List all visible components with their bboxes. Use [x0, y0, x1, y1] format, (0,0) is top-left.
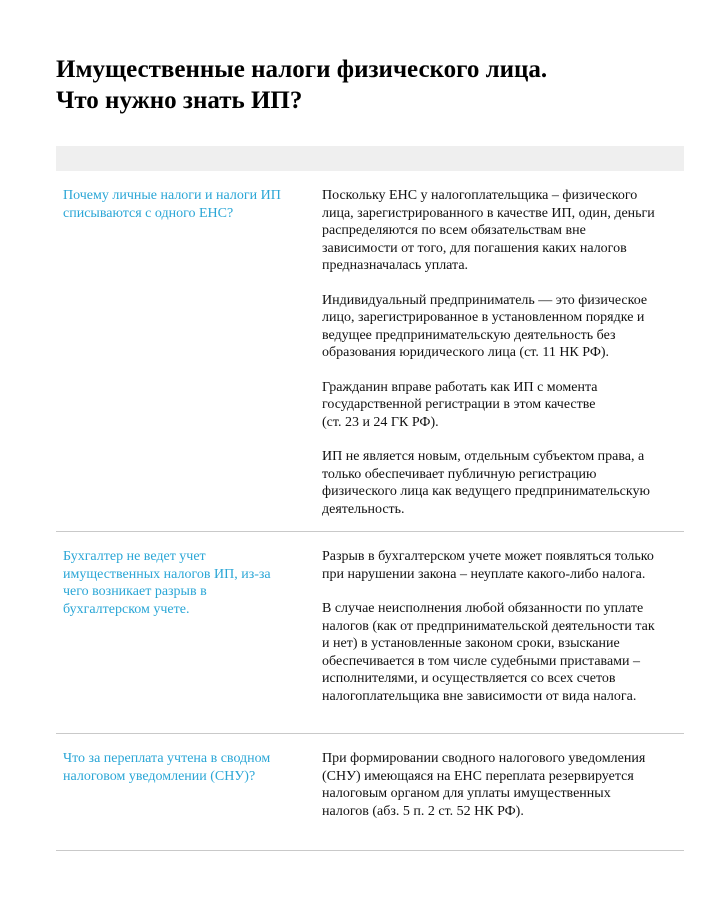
- answer-line: Поскольку ЕНС у налогоплательщика – физического: [322, 188, 638, 203]
- answer-line: зависимости от того, для погашения каких налогов: [322, 240, 627, 256]
- row-divider: [56, 733, 684, 734]
- answer-line: распределяются по всем обязательствам вне: [322, 223, 586, 238]
- faq-row-1: [56, 185, 684, 532]
- faq-answer-3: [322, 750, 684, 837]
- question-line: налоговом уведомлении (СНУ)?: [63, 768, 256, 784]
- table-header-bar: [56, 146, 684, 171]
- answer-line: лица, зарегистрированного в качестве ИП, один, деньги: [322, 205, 655, 221]
- answer-line: деятельность.: [322, 501, 405, 517]
- question-line: списываются с одного ЕНС?: [63, 205, 234, 221]
- answer-line: только обеспечивает публичную регистрацию: [322, 466, 597, 482]
- answer-line: государственной регистрации в этом качестве: [322, 397, 596, 412]
- answer-line: При формировании сводного налогового уведомления: [322, 751, 646, 766]
- answer-line: налогов (абз. 5 п. 2 ст. 52 НК РФ).: [322, 803, 524, 819]
- answer-paragraph: [322, 448, 684, 518]
- answer-line: налогоплательщика вне зависимости от вида налога.: [322, 688, 637, 704]
- answer-paragraph: [322, 600, 684, 705]
- answer-line: исполнителями, и осуществляется со всех счетов: [322, 671, 616, 686]
- page-title: [56, 54, 676, 116]
- answer-paragraph: [322, 379, 684, 432]
- faq-row-2: [56, 547, 684, 734]
- page-title-line-2: Что нужно знать ИП?: [56, 87, 303, 114]
- row-divider: [56, 531, 684, 532]
- question-line: Почему личные налоги и налоги ИП: [63, 188, 281, 203]
- answer-line: Гражданин вправе работать как ИП с момента: [322, 379, 598, 395]
- answer-line: налоговым органом для уплаты имущественных: [322, 786, 611, 801]
- row-divider: [56, 850, 684, 851]
- faq-question-2: [63, 548, 301, 618]
- faq-answer-2: [322, 548, 684, 722]
- answer-line: физического лица как ведущего предпринимательскую: [322, 484, 650, 499]
- answer-line: и нет) в установленные законом сроки, взыскание: [322, 636, 620, 651]
- answer-line: Разрыв в бухгалтерском учете может появляться только: [322, 549, 654, 564]
- page-title-line-1: Имущественные налоги физического лица.: [56, 56, 548, 83]
- answer-line: налогов (как от предпринимательской деятельности так: [322, 618, 655, 634]
- answer-paragraph: [322, 292, 684, 362]
- answer-paragraph: [322, 750, 684, 820]
- faq-question-1: [63, 187, 301, 222]
- answer-line: ИП не является новым, отдельным субъектом права, а: [322, 449, 645, 464]
- faq-question-3: [63, 750, 301, 785]
- answer-line: В случае неисполнения любой обязанности по уплате: [322, 601, 644, 616]
- answer-line: (СНУ) имеющаяся на ЕНС переплата резервируется: [322, 768, 634, 784]
- answer-line: обеспечивается в том числе судебными приставами –: [322, 653, 641, 669]
- question-line: Что за переплата учтена в сводном: [63, 751, 271, 766]
- answer-line: ведущее предпринимательскую деятельность без: [322, 327, 616, 343]
- answer-paragraph: [322, 548, 684, 583]
- question-line: бухгалтерском учете.: [63, 601, 190, 617]
- faq-answer-1: [322, 187, 684, 535]
- answer-line: предназначалась уплата.: [322, 258, 469, 273]
- answer-line: образования юридического лица (ст. 11 НК РФ).: [322, 345, 610, 360]
- answer-line: лицо, зарегистрированное в установленном порядке и: [322, 310, 645, 325]
- question-line: чего возникает разрыв в: [63, 584, 207, 599]
- question-line: Бухгалтер не ведет учет: [63, 549, 206, 564]
- faq-row-3: [56, 750, 684, 851]
- answer-line: при нарушении закона – неуплате какого-либо налога.: [322, 566, 646, 582]
- answer-line: (ст. 23 и 24 ГК РФ).: [322, 414, 439, 430]
- answer-paragraph: [322, 187, 684, 275]
- question-line: имущественных налогов ИП, из-за: [63, 566, 271, 582]
- answer-line: Индивидуальный предприниматель — это физическое: [322, 292, 648, 308]
